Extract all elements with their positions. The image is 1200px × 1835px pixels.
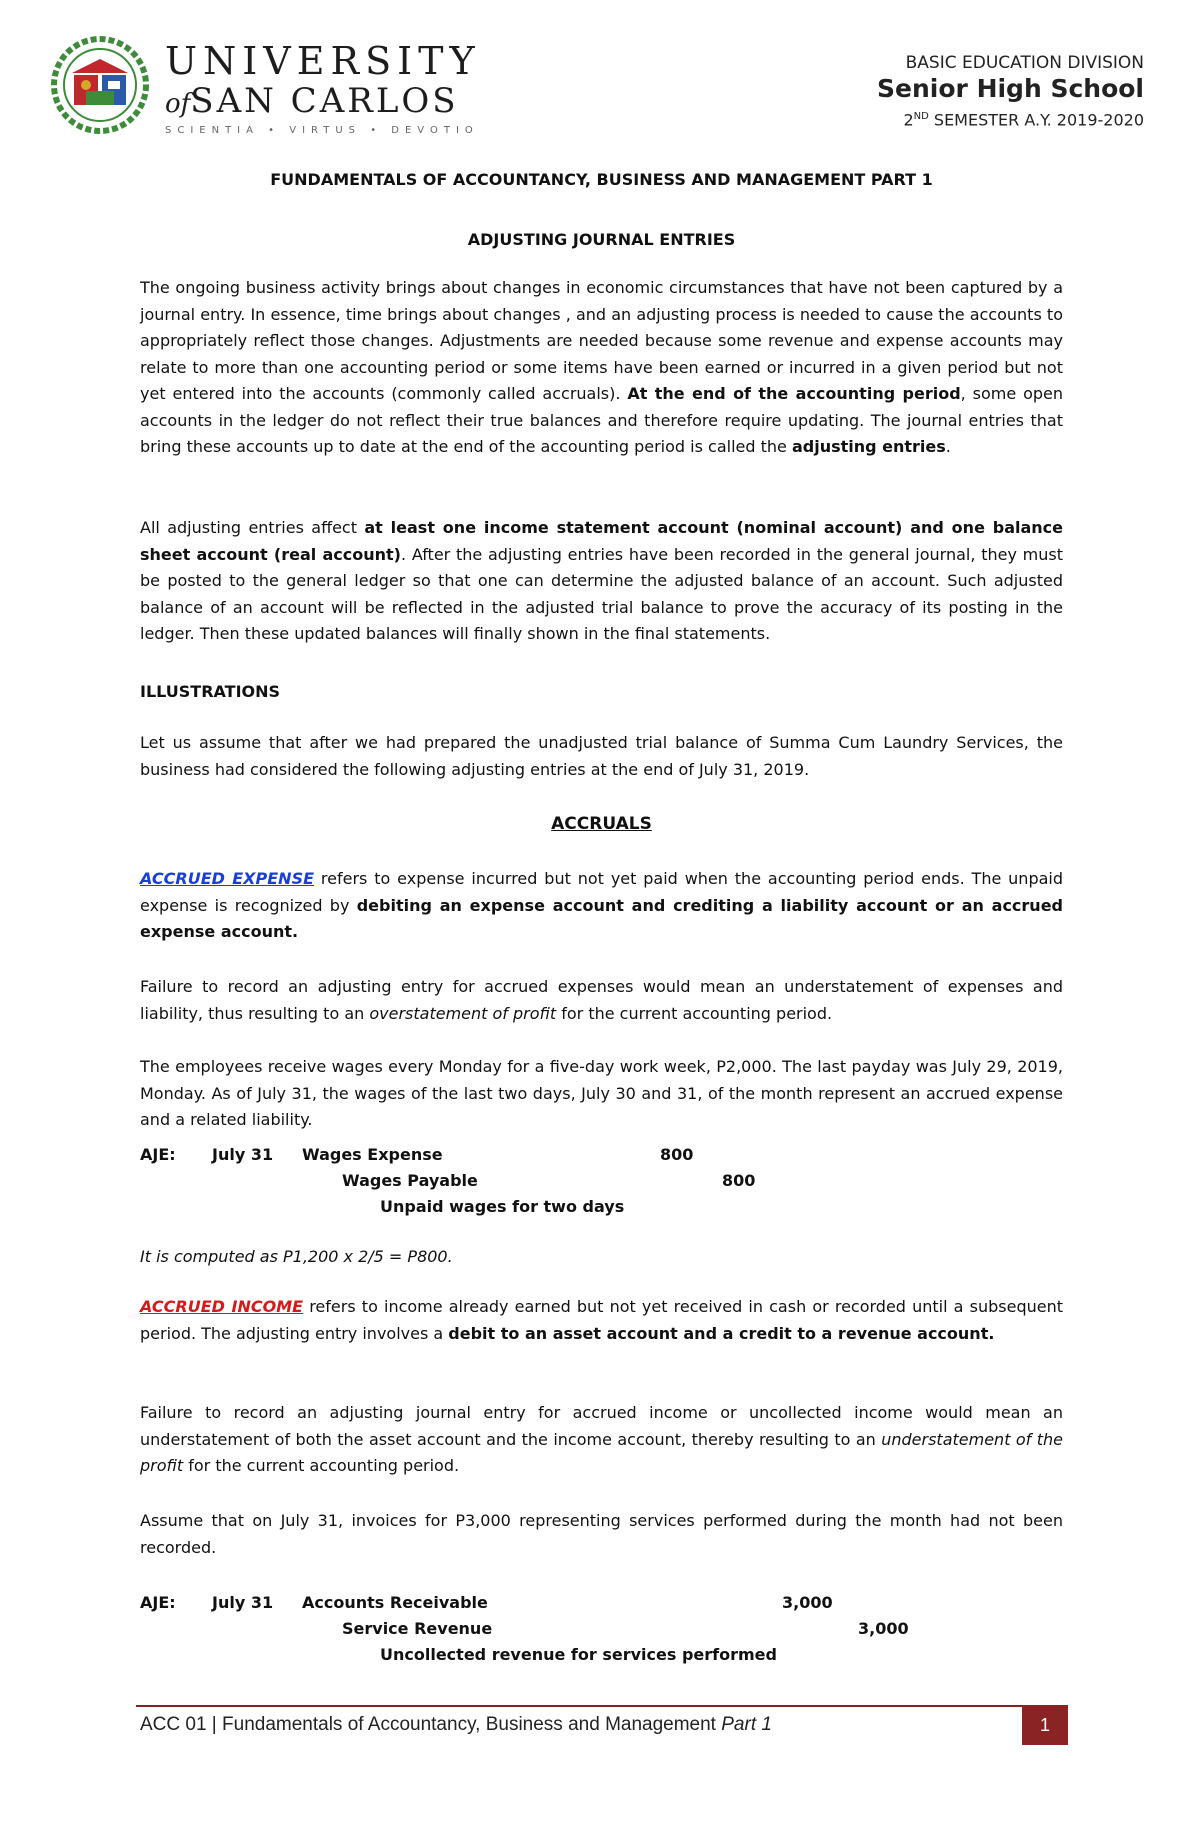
aje1-credit-amount: 800: [722, 1171, 756, 1190]
intro-text-a: The ongoing business activity brings about changes in economic circumstances that have not been captured by a journal entry. In essence, time brings about changes , and an adjusting process is needed to cause the accounts to appropriately reflect those changes. Adjustments are needed because some revenue and expense accounts may relate to more than one accounting period or some items have been earned or incurred in a given period but not yet entered into the accounts (commonly called accruals).: [140, 278, 1063, 403]
aje1-credit-account: Wages Payable: [342, 1171, 478, 1190]
university-san-carlos: SAN CARLOS: [190, 81, 459, 121]
semester-rest: SEMESTER A.Y. 2019-2020: [928, 110, 1144, 130]
aje1-date: July 31: [212, 1145, 274, 1164]
aje2-debit-amount: 3,000: [782, 1593, 833, 1612]
semester-superscript: ND: [913, 111, 929, 122]
paragraph-accrued-income: [140, 1294, 1063, 1347]
accrued-income-text: refers to income already earned but not yet received in cash or recorded until a subsequent period. The adjusting entry involves a: [140, 1297, 1063, 1343]
document-subtitle: ADJUSTING JOURNAL ENTRIES: [467, 230, 736, 249]
aje1-explanation-row: [140, 1197, 1063, 1223]
p5-text-c: for the current accounting period.: [556, 1003, 833, 1023]
computation-note: It is computed as P1,200 x 2/5 = P800.: [140, 1247, 453, 1266]
division-block: [877, 52, 1144, 133]
university-of: of: [165, 89, 191, 119]
aje2-credit-amount: 3,000: [858, 1619, 909, 1638]
aje2-debit-row: [140, 1593, 1063, 1619]
footer-part: Part 1: [721, 1714, 772, 1735]
p9-text-c: for the current accounting period.: [183, 1456, 460, 1475]
accruals-heading: ACCRUALS: [551, 814, 652, 834]
footer-text: [140, 1714, 772, 1736]
university-seal-logo: [50, 35, 150, 135]
paragraph-failure-income: [140, 1400, 1063, 1480]
intro-text-bold-a: At the end of the accounting period: [627, 384, 961, 403]
aje1-explanation: Unpaid wages for two days: [380, 1197, 625, 1216]
paragraph-adjusting-entries: [140, 515, 1063, 648]
aje1-label: AJE:: [140, 1145, 176, 1164]
footer-course: ACC 01 | Fundamentals of Accountancy, Business and Management: [140, 1714, 722, 1735]
aje1-debit-row: [140, 1145, 1063, 1171]
accrued-income-term: ACCRUED INCOME: [140, 1297, 304, 1316]
aje2-explanation: Uncollected revenue for services performed: [380, 1645, 777, 1664]
document-title: FUNDAMENTALS OF ACCOUNTANCY, BUSINESS AND MANAGEMENT PART 1: [270, 170, 933, 189]
university-name: [165, 40, 481, 136]
p5-text-italic: overstatement of profit: [369, 1003, 557, 1023]
p9-text-italic: understatement of the profit: [140, 1429, 1063, 1475]
accrued-expense-term: ACCRUED EXPENSE: [140, 869, 315, 888]
illustrations-heading: ILLUSTRATIONS: [140, 682, 281, 701]
paragraph-assumption: Let us assume that after we had prepared the unadjusted trial balance of Summa Cum Laundry Services, the business had considered the following adjusting entries at the end of July 31, 2019.: [140, 733, 1063, 779]
paragraph-intro: [140, 275, 1063, 461]
aje2-debit-account: Accounts Receivable: [302, 1593, 488, 1612]
aje2-credit-row: [140, 1619, 1063, 1645]
p5-text-a: Failure to record an adjusting entry for accrued expenses would mean an understatement of expenses and liability, thus resulting to an: [140, 977, 1063, 1023]
university-motto: SCIENTIA • VIRTUS • DEVOTIO: [165, 125, 479, 136]
intro-text-bold-d: adjusting entries: [791, 437, 946, 456]
division-name: BASIC EDUCATION DIVISION: [905, 53, 1144, 73]
footer-divider: [136, 1705, 1068, 1707]
semester-number: 2: [903, 110, 914, 130]
paragraph-invoices: Assume that on July 31, invoices for P3,000 representing services performed during the month had not been recorded.: [140, 1511, 1063, 1557]
intro-text-c: , some open accounts in the ledger do not reflect their true balances and therefore require updating. The journal entries that bring these accounts up to date at the end of the accounting period is called the: [140, 384, 1063, 456]
aje1-debit-amount: 800: [660, 1145, 694, 1164]
p9-text-a: Failure to record an adjusting journal entry for accrued income or uncollected income would mean an understatement of both the asset account and the income account, thereby resulting to an: [140, 1403, 1063, 1449]
aje2-label: AJE:: [140, 1593, 176, 1612]
accrued-income-bold: debit to an asset account and a credit to a revenue account.: [448, 1323, 995, 1343]
aje1-credit-row: [140, 1171, 1063, 1197]
university-line1: UNIVERSITY: [165, 39, 481, 83]
paragraph-wages: The employees receive wages every Monday for a five-day work week, P2,000. The last payday was July 29, 2019, Monday. As of July 31, the wages of the last two days, July 30 and 31, of the month represent an accrued expense and a related liability.: [140, 1057, 1063, 1129]
paragraph-failure-expense: [140, 974, 1063, 1027]
p2-text-c: . After the adjusting entries have been recorded in the general journal, they must be posted to the general ledger so that one can determine the adjusted balance of an account. Such adjusted balance of an account will be reflected in the adjusted trial balance to prove the accuracy of its posting in the ledger. Then these updated balances will finally shown in the final statements.: [140, 544, 1064, 643]
aje2-date: July 31: [212, 1593, 274, 1612]
p2-text-a: All adjusting entries affect: [140, 518, 365, 537]
p2-text-bold: at least one income statement account (nominal account) and one balance sheet account (real account): [140, 518, 1064, 564]
school-name: Senior High School: [877, 74, 1144, 103]
paragraph-accrued-expense: [140, 866, 1063, 946]
university-line2: [165, 82, 481, 123]
accrued-expense-text: refers to expense incurred but not yet paid when the accounting period ends. The unpaid expense is recognized by: [140, 869, 1064, 915]
page-number: 1: [1022, 1705, 1068, 1745]
aje1-debit-account: Wages Expense: [302, 1145, 443, 1164]
intro-text-e: .: [945, 437, 951, 456]
semester-label: [877, 104, 1144, 133]
accrued-expense-bold: debiting an expense account and crediting a liability account or an accrued expense account.: [140, 895, 1063, 941]
aje2-credit-account: Service Revenue: [342, 1619, 493, 1638]
aje2-explanation-row: [140, 1645, 1063, 1671]
